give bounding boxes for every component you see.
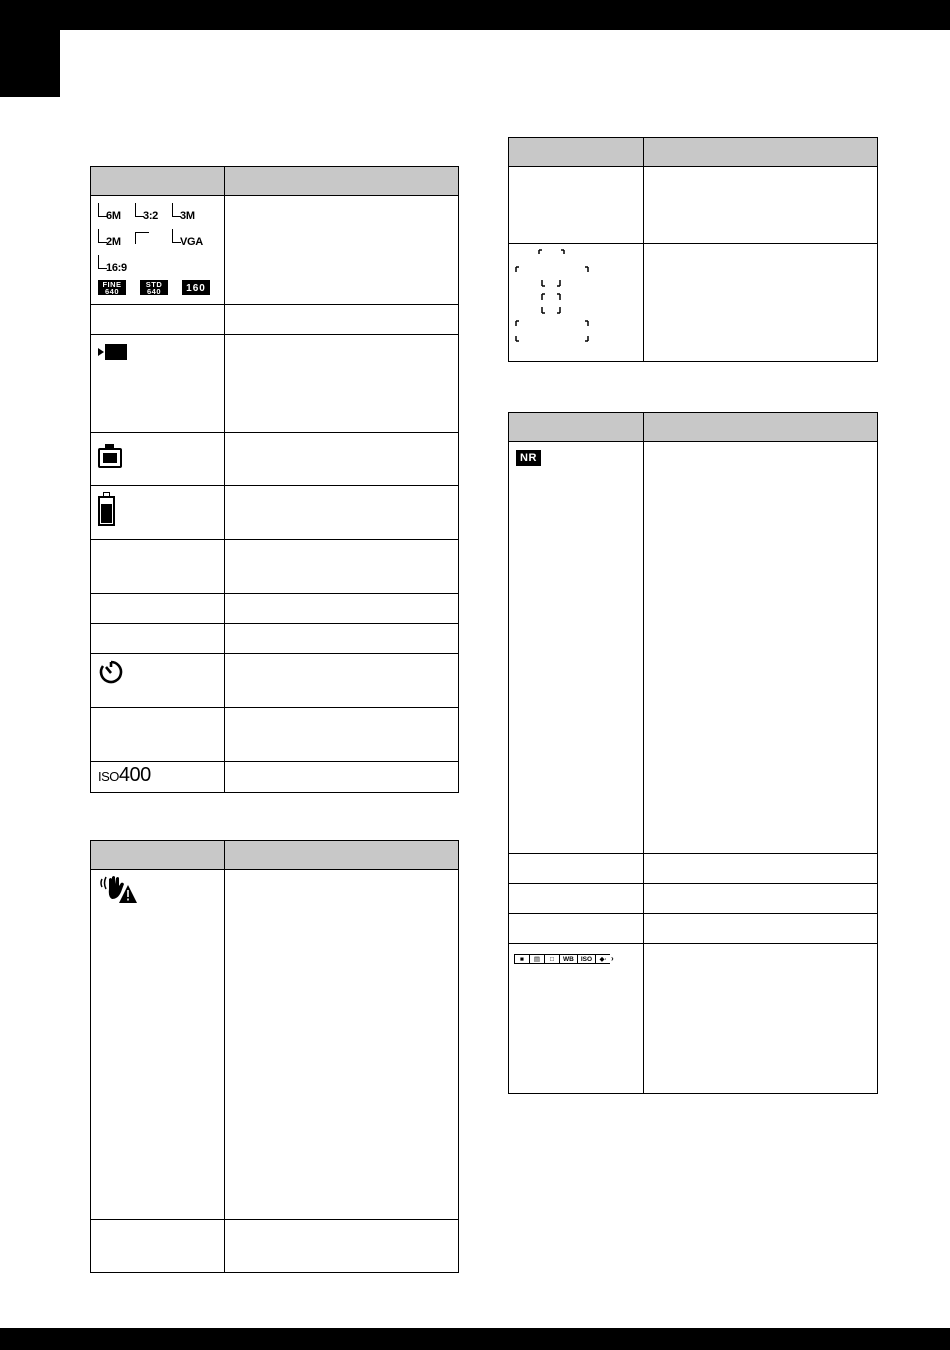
right-table-2 [508,412,878,1094]
menu-wb-icon: WB [559,954,577,964]
section-tab [0,0,60,97]
self-timer-icon [98,659,124,685]
table-row [509,167,878,244]
table-row [91,624,459,654]
right-table-1 [508,137,878,362]
table-row [509,244,878,362]
quality-fine-640-icon: FINE 640 [98,280,126,295]
image-size-16-9-icon: 16:9 [98,254,130,274]
table-row [91,196,459,305]
image-size-vga-icon: VGA [172,228,204,248]
table-row [509,914,878,944]
header-col2 [225,167,459,196]
description-cell [225,594,459,624]
description-cell [225,540,459,594]
table-row [509,944,878,1094]
image-size-6m-icon: 6M [98,202,130,222]
menu-iso-icon: ISO [577,954,595,964]
icon-cell [91,335,225,433]
description-cell [225,654,459,708]
movie-quality-icons [98,280,217,295]
header-col1 [91,841,225,870]
table-row [91,305,459,335]
icon-cell [509,167,644,244]
table-row [91,762,459,793]
header-col2 [225,841,459,870]
quality-std-640-icon: STD 640 [140,280,168,295]
table-row [91,1220,459,1273]
battery-icon [98,492,115,526]
icon-cell [91,305,225,335]
description-cell [225,433,459,486]
header-col1 [509,413,644,442]
table-row [509,442,878,854]
icon-cell [509,854,644,884]
description-cell [225,624,459,654]
description-cell [225,486,459,540]
table-header [91,167,459,196]
description-cell [225,305,459,335]
description-cell [225,335,459,433]
table-row [91,708,459,762]
description-cell [644,884,878,914]
header-col1 [509,138,644,167]
table-row [91,594,459,624]
description-cell [644,944,878,1094]
table-row [91,654,459,708]
icon-cell [91,433,225,486]
header-col1 [91,167,225,196]
icon-cell [91,870,225,1220]
top-bar [0,0,950,30]
left-table-1 [90,166,459,793]
icon-cell [91,624,225,654]
icon-cell [509,914,644,944]
nr-icon: NR [516,450,541,466]
image-size-3m-icon: 3M [172,202,204,222]
table-row [91,540,459,594]
description-cell [644,914,878,944]
menu-strip-icon [514,954,638,964]
table-row [91,870,459,1220]
description-cell [644,167,878,244]
chevron-right-icon: › [611,954,614,963]
icon-cell [509,244,644,362]
icon-cell [509,944,644,1094]
movie-icon [98,344,128,360]
table-row [509,884,878,914]
description-cell [225,1220,459,1273]
description-cell [644,442,878,854]
image-size-unlabeled-icon [135,228,167,248]
description-cell [644,854,878,884]
icon-cell [509,442,644,854]
table-row [91,433,459,486]
iso-icon: ISO400 [98,764,151,786]
menu-camera-icon: ■ [514,954,529,964]
icon-cell [509,884,644,914]
description-cell [225,708,459,762]
description-cell [225,762,459,793]
menu-metering-icon: ◆· [595,954,610,964]
header-col2 [644,138,878,167]
icon-cell [91,486,225,540]
quality-160-icon: 160 [182,280,210,295]
menu-exposure-icon: ▤ [529,954,544,964]
camera-shake-warning-icon [98,875,138,905]
description-cell [644,244,878,362]
image-size-2m-icon: 2M [98,228,130,248]
description-cell [225,196,459,305]
description-cell [225,870,459,1220]
table-row [91,486,459,540]
table-header [91,841,459,870]
image-size-3-2-icon: 3:2 [135,202,167,222]
icon-cell [91,1220,225,1273]
table-header [509,138,878,167]
menu-focus-icon: □ [544,954,559,964]
table-header [509,413,878,442]
camera-icon [98,448,122,468]
table-row [509,854,878,884]
icon-cell [91,196,225,305]
icon-cell [91,594,225,624]
bottom-bar [0,1328,950,1350]
icon-cell [91,762,225,793]
icon-cell [91,540,225,594]
left-table-2 [90,840,459,1273]
icon-cell [91,708,225,762]
header-col2 [644,413,878,442]
af-range-finder-frame-icon [514,247,594,355]
icon-cell [91,654,225,708]
image-size-icons [98,200,217,274]
table-row [91,335,459,433]
